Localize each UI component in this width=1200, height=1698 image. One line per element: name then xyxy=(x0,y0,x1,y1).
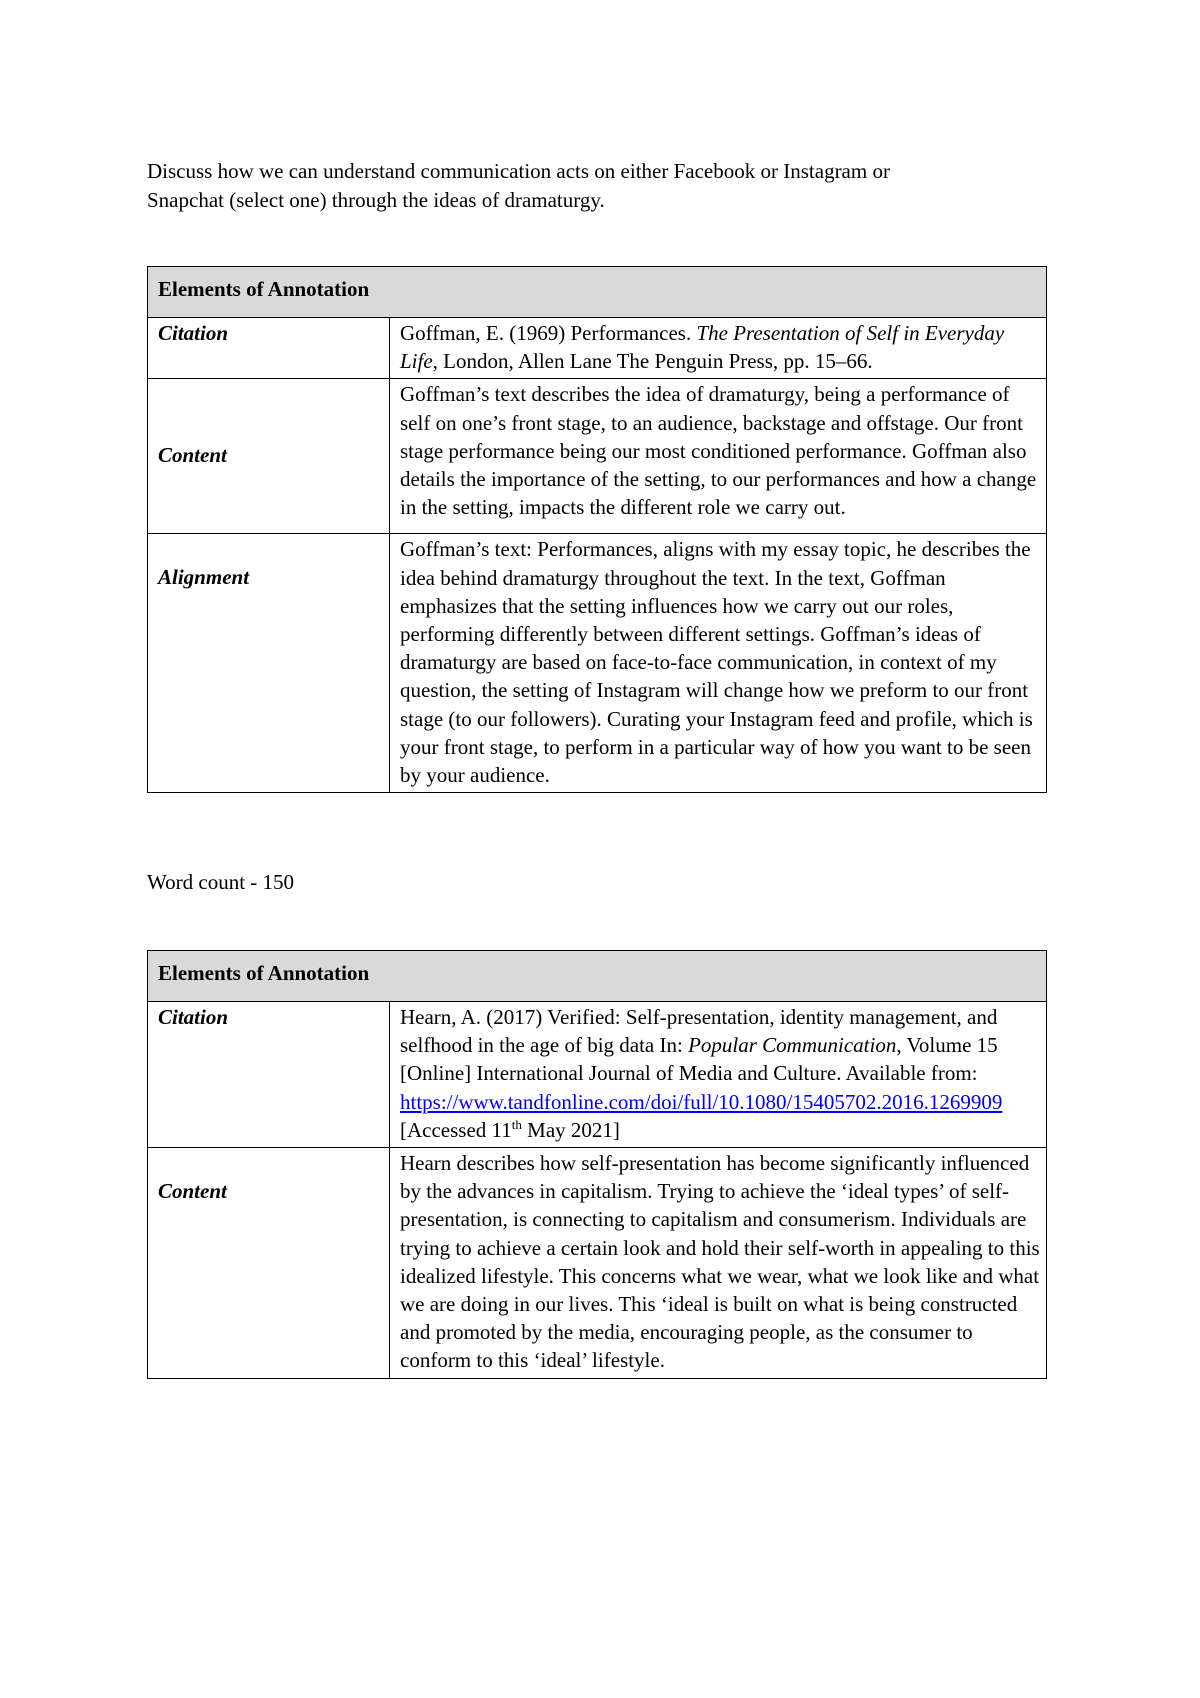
citation-label: Citation xyxy=(148,318,390,379)
content-label: Content xyxy=(148,379,390,534)
alignment-text: Goffman’s text: Performances, aligns with my essay topic, he describes the idea behind dramaturgy throughout the text. In the text, Goffman emphasizes that the setting influences how we carry out our roles, performing differently between different settings. Goffman’s ideas of dramaturgy are based on face-to-face communication, in context of my question, the setting of Instagram will change how we preform to our front stage (to our followers). Curating your Instagram feed and profile, which is your front stage, to perform in a particular way of how you want to be seen by your audience. xyxy=(390,534,1047,793)
book-title: The Presentation of Self in Everyday Life xyxy=(400,321,1005,374)
essay-question xyxy=(147,157,1067,214)
annotation-table-1 xyxy=(147,266,1047,793)
alignment-label: Alignment xyxy=(148,534,390,793)
content-text: Goffman’s text describes the idea of dramaturgy, being a performance of self on one’s front stage, to an audience, backstage and offstage. Our front stage performance being our most conditioned performance. Goffman also details the importance of the setting, to our performances and how a change in the setting, impacts the different role we carry out. xyxy=(390,379,1047,534)
table-header: Elements of Annotation xyxy=(148,267,1047,318)
content-label: Content xyxy=(148,1148,390,1379)
word-count: Word count - 150 xyxy=(147,870,295,894)
citation-url-link[interactable]: https://www.tandfonline.com/doi/full/10.1080/15405702.2016.1269909 xyxy=(400,1089,1003,1114)
accessed-pre: [Accessed 11 xyxy=(400,1117,512,1142)
journal-title: Popular Communication xyxy=(688,1033,897,1058)
citation-pre: Goffman, E. (1969) Performances. xyxy=(400,321,697,345)
citation-post: , Volume 15 [Online] International Journal of Media and Culture. Available from: xyxy=(400,1033,998,1086)
citation-post: , London, Allen Lane The Penguin Press, pp. 15–66. xyxy=(432,349,873,374)
essay-question-line2: Snapchat (select one) through the ideas of dramaturgy. xyxy=(147,187,605,212)
citation-text xyxy=(390,318,1047,379)
citation-text xyxy=(390,1002,1047,1148)
accessed-sup: th xyxy=(511,1116,522,1132)
content-text: Hearn describes how self-presentation has become significantly influenced by the advances in capitalism. Trying to achieve the ‘ideal types’ of self-presentation, is connecting to capitalism and consumerism. Individuals are trying to achieve a certain look and hold their self-worth in appealing to this idealized lifestyle. This concerns what we wear, what we look like and what we are doing in our lives. This ‘ideal is built on what is being constructed and promoted by the media, encouraging people, as the consumer to conform to this ‘ideal’ lifestyle. xyxy=(390,1148,1047,1379)
citation-pre: Hearn, A. (2017) Verified: Self-presentation, identity management, and selfhood in the age of big data In: xyxy=(400,1005,998,1058)
citation-label: Citation xyxy=(148,1002,390,1148)
annotation-table-2 xyxy=(147,950,1047,1379)
essay-question-line1: Discuss how we can understand communication acts on either Facebook or Instagram or xyxy=(147,159,890,183)
table-header: Elements of Annotation xyxy=(148,951,1047,1002)
accessed-post: May 2021] xyxy=(521,1117,620,1142)
